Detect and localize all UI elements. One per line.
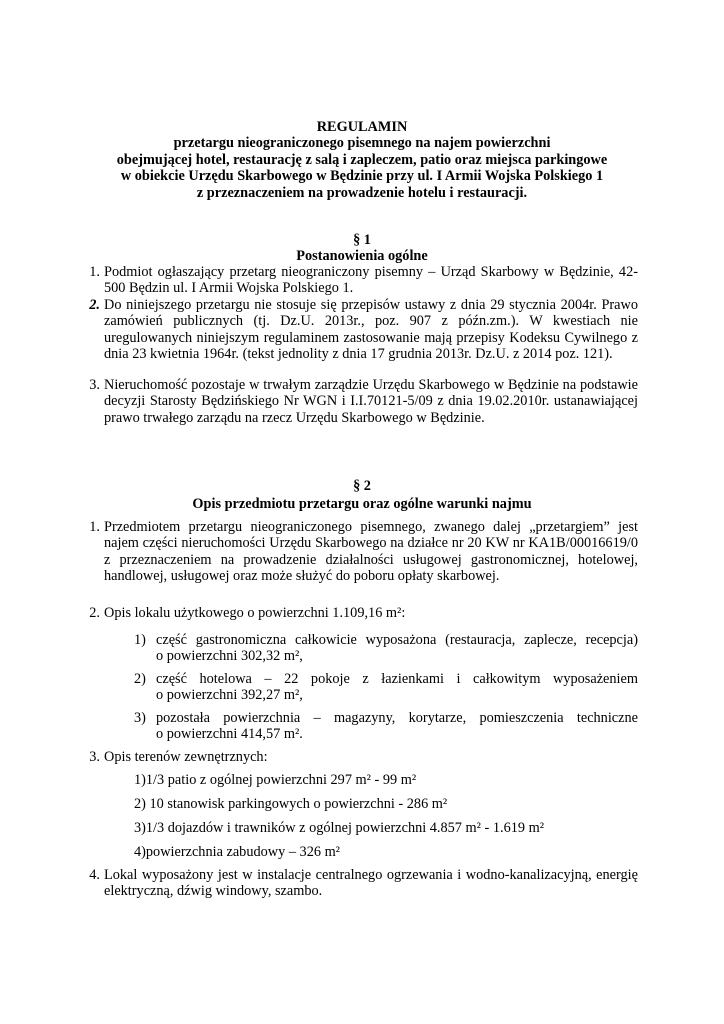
list-item-text: Opis lokalu użytkowego o powierzchni 1.109,16 m²: — [104, 605, 406, 621]
terrain-item: 3)1/3 dojazdów i trawników z ogólnej powierzchni 4.857 m² - 1.619 m² — [134, 820, 544, 836]
list-item — [89, 867, 638, 900]
section2-heading: Opis przedmiotu przetargu oraz ogólne warunki najmu — [192, 496, 532, 512]
sub-item-number: 3) — [134, 710, 146, 726]
document-title — [80, 119, 644, 201]
sub-item-number: 2) — [134, 671, 146, 687]
terrain-item: 2) 10 stanowisk parkingowych o powierzchni - 286 m² — [134, 796, 448, 812]
list-item-number: 4. — [89, 867, 100, 883]
sub-item-text: o powierzchni 302,32 m², — [156, 648, 303, 665]
list-item-text: Opis terenów zewnętrznych: — [104, 749, 268, 765]
list-item-text: Lokal wyposażony jest w instalacje centralnego ogrzewania i wodno-kanalizacyjną, energię elektryczną, dźwig windowy, szambo. — [104, 867, 638, 900]
list-item — [89, 264, 638, 297]
list-item — [89, 519, 638, 585]
title-line: z przeznaczeniem na prowadzenie hotelu i restauracji. — [196, 184, 528, 201]
list-item-number: 1. — [89, 519, 100, 535]
sub-item-text: pozostała powierzchnia – magazyny, korytarze, pomieszczenia techniczne — [156, 710, 638, 726]
title-line: przetargu nieograniczonego pisemnego na najem powierzchni — [173, 135, 551, 152]
sub-item — [134, 632, 638, 665]
list-item-text: Do niniejszego przetargu nie stosuje się przepisów ustawy z dnia 29 stycznia 2004r. Prawo zamówień publicznych (tj. Dz.U. 2013r., poz. 907 z późn.zm.). W kwestiach nie uregulowanych niniejszym regulaminem zastosowanie mają przepisy Kodeksu Cywilnego z dnia 23 kwietnia 1964r. (tekst jednolity z dnia 17 grudnia 2013r. Dz.U. z 2014 poz. 121). — [104, 297, 638, 363]
title-heading: REGULAMIN — [316, 119, 408, 135]
list-item-text: Podmiot ogłaszający przetarg nieograniczony pisemny – Urząd Skarbowy w Będzinie, 42-500 Będzin ul. I Armii Wojska Polskiego 1. — [104, 264, 638, 297]
terrain-item: 4)powierzchnia zabudowy – 326 m² — [134, 844, 340, 860]
list-item — [89, 377, 638, 426]
section2-symbol: § 2 — [353, 478, 371, 494]
sub-item-text: o powierzchni 392,27 m², — [156, 687, 303, 704]
list-item-number: 3. — [89, 377, 100, 393]
list-item-text: Przedmiotem przetargu nieograniczonego pisemnego, zwanego dalej „przetargiem” jest najem części nieruchomości Urzędu Skarbowego na działce nr 20 KW nr KA1B/00016619/0 z przeznaczeniem na prowadzenie działalności usługowej gastronomicznej, hotelowej, handlowej, usługowej oraz może służyć do poboru opłaty skarbowej. — [104, 519, 638, 585]
sub-item — [134, 671, 638, 704]
list-item-number: 2. — [89, 297, 100, 313]
list-item — [89, 749, 638, 765]
title-line: obejmującej hotel, restaurację z salą i zapleczem, patio oraz miejsca parkingowe — [116, 151, 608, 168]
sub-item-text: część hotelowa – 22 pokoje z łazienkami i całkowitym wyposażeniem — [156, 671, 638, 687]
list-item-number: 3. — [89, 749, 100, 765]
list-item — [89, 297, 638, 363]
section1-symbol: § 1 — [353, 232, 371, 248]
title-line: w obiekcie Urzędu Skarbowego w Będzinie przy ul. I Armii Wojska Polskiego 1 — [120, 168, 604, 185]
list-item-number: 2. — [89, 605, 100, 621]
sub-item-number: 1) — [134, 632, 146, 648]
sub-item-text: część gastronomiczna całkowicie wyposażona (restauracja, zaplecze, recepcja) — [156, 632, 638, 648]
list-item-text: Nieruchomość pozostaje w trwałym zarządzie Urzędu Skarbowego w Będzinie na podstawie decyzji Starosty Będzińskiego Nr WGN i I.I.70121-5/09 z dnia 19.02.2010r. ustanawiającej prawo trwałego zarządu na rzecz Urzędu Skarbowego w Będzinie. — [104, 377, 638, 426]
list-item-number: 1. — [89, 264, 100, 280]
list-item — [89, 605, 638, 621]
sub-item — [134, 710, 638, 743]
sub-item-text: o powierzchni 414,57 m². — [156, 726, 303, 743]
section1-heading: Postanowienia ogólne — [296, 248, 428, 264]
terrain-item: 1)1/3 patio z ogólnej powierzchni 297 m² - 99 m² — [134, 772, 417, 788]
